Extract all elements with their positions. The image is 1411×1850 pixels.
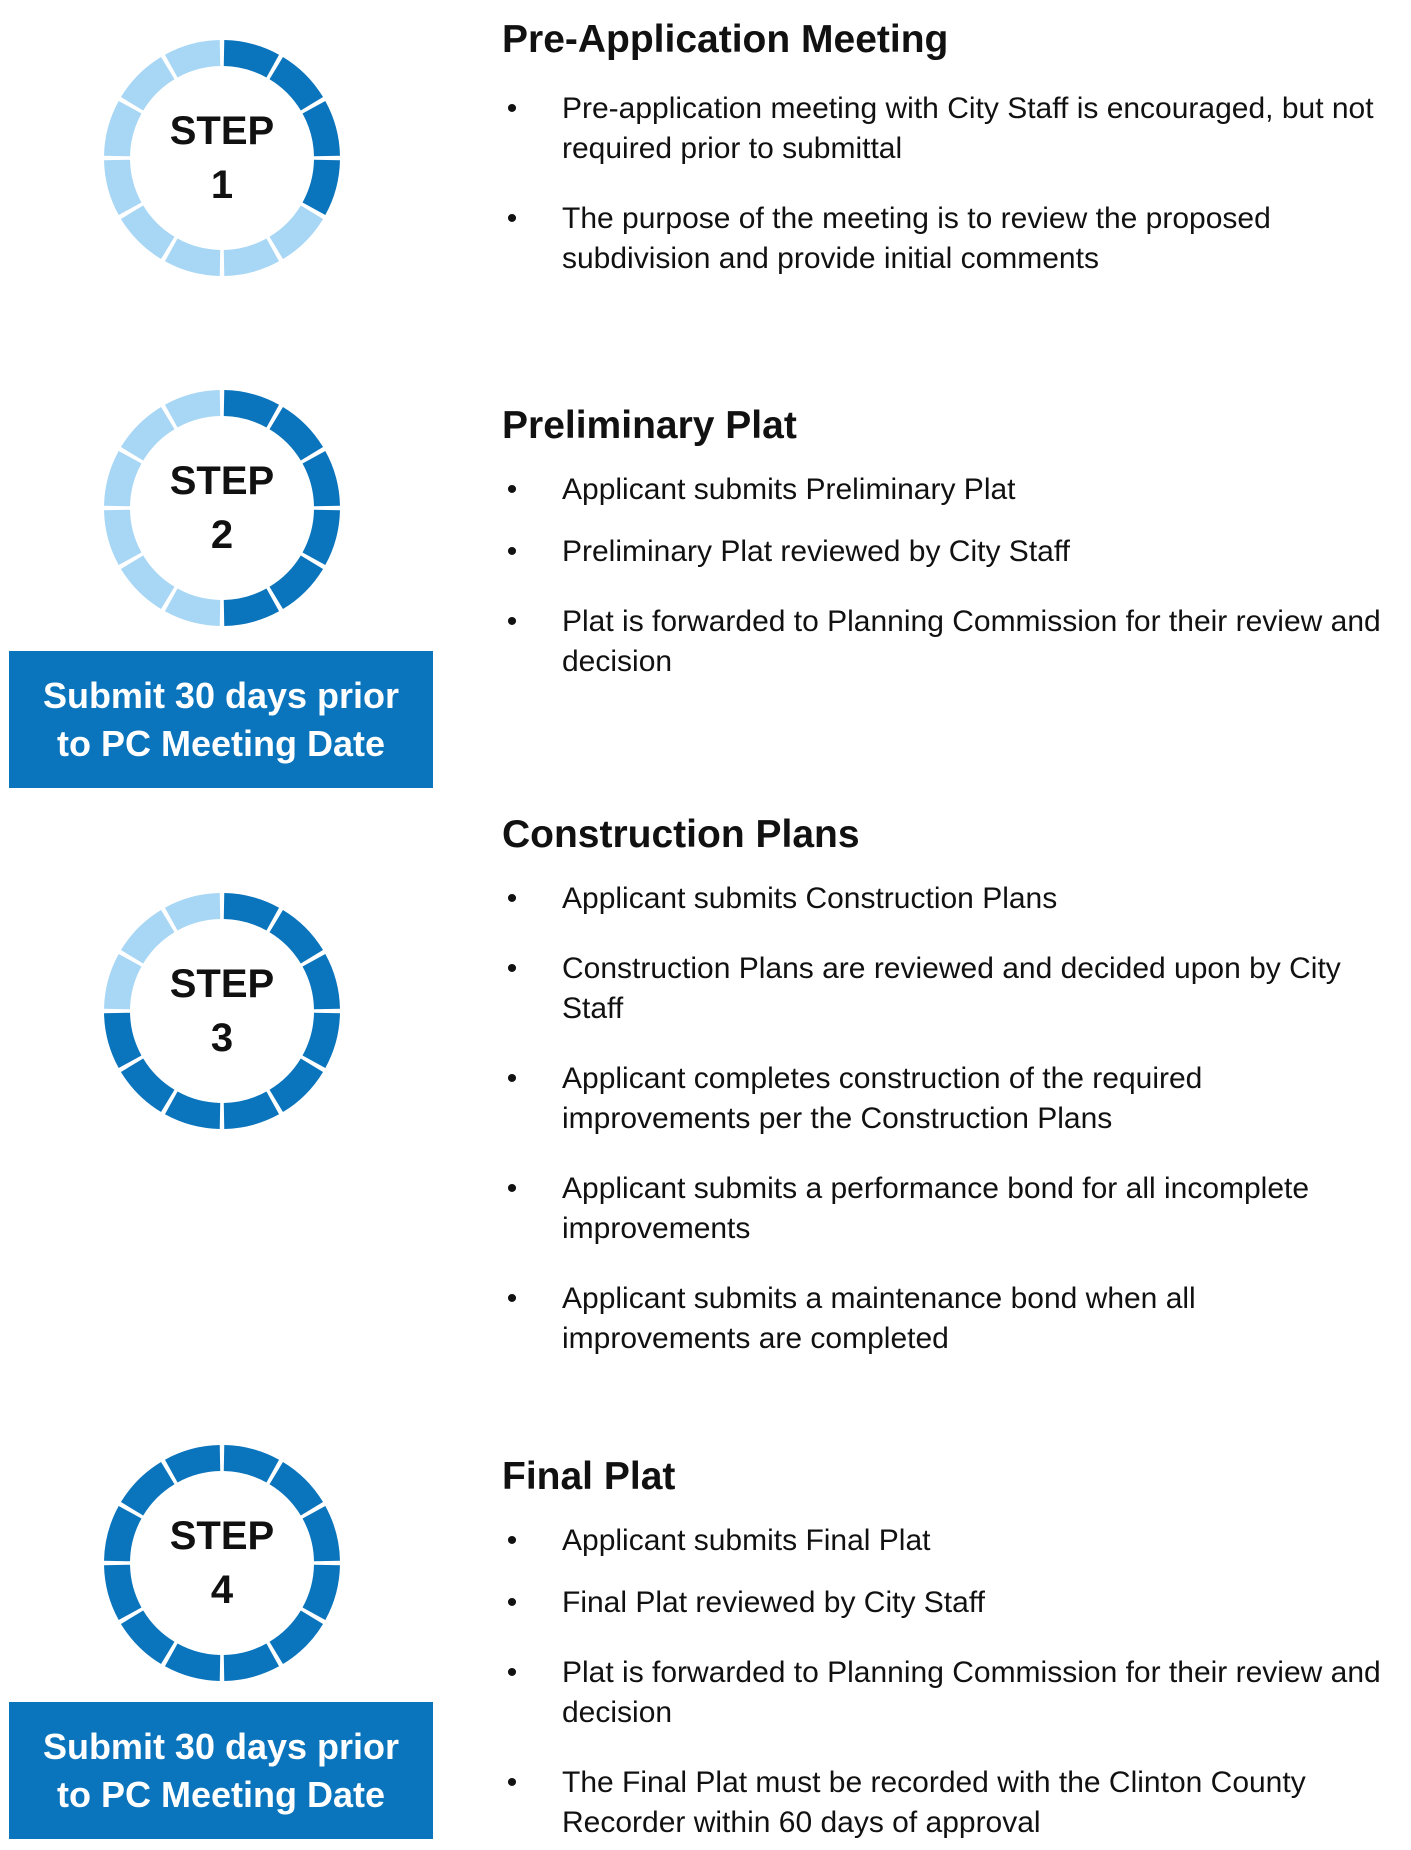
bullet-icon: • (506, 1172, 518, 1205)
bullet-icon: • (506, 1282, 518, 1315)
bullet-icon: • (506, 92, 518, 125)
step-3-bullets (502, 879, 1382, 1359)
badge-line-2: to PC Meeting Date (56, 1773, 386, 1815)
step-4-progress-ring (102, 1443, 342, 1683)
bullet-icon: • (506, 1062, 518, 1095)
step-4-submit-badge (9, 1702, 433, 1839)
step-2-title: Preliminary Plat (502, 404, 797, 447)
step-1-bullets (502, 89, 1382, 279)
step-word: STEP (169, 109, 275, 153)
list-item: • The purpose of the meeting is to review the proposed subdivision and provide initial comments (502, 199, 1382, 279)
list-item: • Applicant submits a maintenance bond when all improvements are completed (502, 1279, 1382, 1359)
step-word: STEP (169, 1514, 275, 1558)
list-item: • Applicant submits Construction Plans (502, 879, 1382, 919)
list-item: • Final Plat reviewed by City Staff (502, 1583, 1382, 1623)
step-3-title: Construction Plans (502, 813, 860, 856)
step-word: STEP (169, 962, 275, 1006)
bullet-icon: • (506, 1586, 518, 1619)
list-item: • Applicant submits a performance bond for all incomplete improvements (502, 1169, 1382, 1249)
step-4-section (502, 1453, 1382, 1843)
step-2-bullets (502, 470, 1382, 682)
list-item: • The Final Plat must be recorded with the Clinton County Recorder within 60 days of approval (502, 1763, 1382, 1843)
bullet-icon: • (506, 1656, 518, 1689)
step-3-progress-ring (102, 891, 342, 1131)
step-1-label (102, 38, 342, 278)
step-3-section (502, 811, 1382, 1359)
list-item: • Applicant submits Preliminary Plat (502, 470, 1382, 510)
step-2-progress-ring (102, 388, 342, 628)
badge-line-1: Submit 30 days prior (42, 1725, 400, 1767)
step-3-label (102, 891, 342, 1131)
list-item: • Plat is forwarded to Planning Commission for their review and decision (502, 1653, 1382, 1733)
bullet-icon: • (506, 202, 518, 235)
badge-line-1: Submit 30 days prior (42, 674, 400, 716)
bullet-icon: • (506, 1766, 518, 1799)
step-number: 3 (210, 1016, 234, 1060)
badge-line-2: to PC Meeting Date (56, 722, 386, 764)
bullet-icon: • (506, 1524, 518, 1557)
list-item: • Construction Plans are reviewed and decided upon by City Staff (502, 949, 1382, 1029)
step-1-section (502, 16, 1382, 279)
step-number: 4 (210, 1568, 234, 1612)
bullet-icon: • (506, 882, 518, 915)
step-4-title: Final Plat (502, 1455, 676, 1498)
list-item: • Preliminary Plat reviewed by City Staff (502, 532, 1382, 572)
step-4-label (102, 1443, 342, 1683)
step-word: STEP (169, 459, 275, 503)
list-item: • Plat is forwarded to Planning Commission for their review and decision (502, 602, 1382, 682)
bullet-icon: • (506, 605, 518, 638)
step-2-submit-badge (9, 651, 433, 788)
bullet-icon: • (506, 535, 518, 568)
step-number: 2 (210, 513, 234, 557)
step-4-bullets (502, 1521, 1382, 1843)
step-1-progress-ring (102, 38, 342, 278)
step-1-title: Pre-Application Meeting (502, 18, 949, 61)
list-item: • Applicant submits Final Plat (502, 1521, 1382, 1561)
bullet-icon: • (506, 473, 518, 506)
list-item: • Applicant completes construction of the required improvements per the Construction Plans (502, 1059, 1382, 1139)
bullet-icon: • (506, 952, 518, 985)
step-2-section (502, 402, 1382, 682)
step-number: 1 (210, 163, 234, 207)
step-2-label (102, 388, 342, 628)
list-item: • Pre-application meeting with City Staff is encouraged, but not required prior to submittal (502, 89, 1382, 169)
